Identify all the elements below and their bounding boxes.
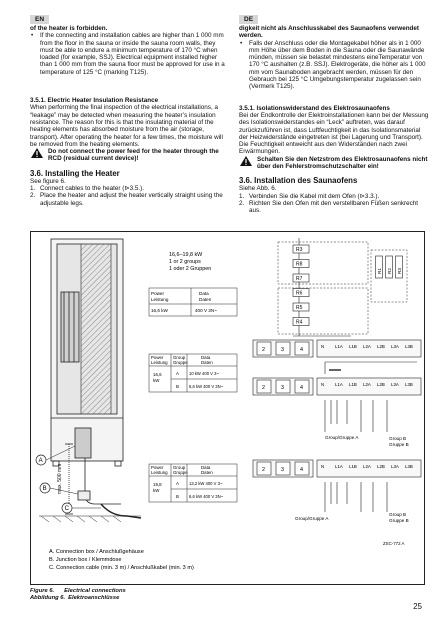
connector-label-l1a: L1A xyxy=(335,464,343,469)
side-resistor-label: R3 xyxy=(396,268,402,274)
svg-text:Leistung: Leistung xyxy=(151,297,169,302)
svg-text:Group: Group xyxy=(173,465,186,470)
svg-text:16,6: 16,6 xyxy=(153,372,162,377)
en-step-2: 2. Place the heater and adjust the heater vertically straight using the adjustable legs. xyxy=(30,192,223,207)
de-step-2: 2. Richten Sie den Ofen mit den verstellbaren Füßen senkrecht aus. xyxy=(239,199,419,215)
figure-caption xyxy=(30,588,126,602)
legend-a: A. Connection box / Anschlußgehäuse xyxy=(49,549,144,555)
connector-label-l2b: L2B xyxy=(377,344,385,349)
group-b-label-2-en: Group B xyxy=(389,512,407,517)
en-heading-36: 3.6. Installing the Heater xyxy=(30,168,120,178)
spec-groups-de: 1 oder 2 Gruppen xyxy=(169,266,212,272)
legend-c: C. Connection cable (min. 3 m) / Anschlußkabel (min. 3 m) xyxy=(49,565,194,571)
de-bullet: • Falls der Anschluss oder die Montagekabel höher als in 1 000 mm Höhe über dem Boden in die Sauna oder die Saunawände münden, müssen sie belastet mindestens eineTemperatur von 170 °C aushalten (z.B. SSJ). Elektrogeräte, die höher als 1 000 mm vom Saunaboden angebracht werden, müssen für den Gebrauch bei 125 °C Umgebungstemperatur zugelassen sein (Vermerk T125). xyxy=(239,40,429,91)
svg-text:A: A xyxy=(176,481,179,486)
de-see-figure: Siehe Abb. 6. xyxy=(239,185,277,193)
svg-text:Data: Data xyxy=(201,465,211,470)
resistor-label: R7 xyxy=(296,276,303,283)
table-16-6-single xyxy=(149,288,237,316)
connector-label-n: N xyxy=(321,382,325,387)
connector-label-l1a: L1A xyxy=(335,344,343,349)
de-heading-351: 3.5.1. Isolationswiderstand des Elektrosaunaofens xyxy=(239,104,390,112)
terminal-number: 4 xyxy=(300,385,303,391)
wiring-diagram xyxy=(31,232,424,584)
spec-power: 16,6–19,8 kW xyxy=(169,252,203,258)
connector-label-l1a: L1A xyxy=(335,382,343,387)
caption-de-text: Elektroanschlüsse xyxy=(68,595,120,601)
svg-text:Daten: Daten xyxy=(199,297,212,302)
table-19-8-two-groups xyxy=(149,464,237,502)
svg-text:Data: Data xyxy=(199,291,209,296)
resistor-label: R4 xyxy=(296,319,303,326)
svg-text:Daten: Daten xyxy=(201,360,213,365)
side-resistor-label: R2 xyxy=(386,268,392,274)
marker-b: B xyxy=(42,486,47,493)
de-paragraph-351: Bei der Endkontrolle der Elektroinstallationen kann bei der Messung des Isolationswiderstandes ein “Leck” auftreten, was darauf zurückzuführen ist, dass Luftfeuchtigkeit in das Isolationsmaterial der Heizwiderstände eingetreten ist (bei Lagerung und Transport). Die Feuchtigkeit entweicht aus den Widerständen nach zwei Erwärmungen. xyxy=(239,111,429,156)
connector-label-l2b: L2B xyxy=(377,382,385,387)
svg-text:13,2 kW 400 V 3~: 13,2 kW 400 V 3~ xyxy=(189,481,223,486)
warning-icon xyxy=(31,148,43,158)
max-height-label: max. 500 mm xyxy=(57,463,63,494)
connector-label-l1b: L1B xyxy=(349,464,357,469)
warning-icon xyxy=(240,156,252,166)
group-b-label-1-en: Group B xyxy=(389,436,407,441)
page-number: 25 xyxy=(413,602,422,611)
connector-label-l3a: L3A xyxy=(391,382,399,387)
svg-text:Power: Power xyxy=(151,355,164,360)
resistor-label: R8 xyxy=(296,261,303,268)
svg-text:10 kW 400 V 3~: 10 kW 400 V 3~ xyxy=(189,371,219,376)
svg-text:kW: kW xyxy=(153,488,160,493)
connector-label-l2a: L2A xyxy=(363,464,371,469)
legend-b: B. Junction box / Klemmdose xyxy=(49,557,122,563)
group-a-label-1: Group/Gruppe A xyxy=(325,435,359,440)
column-en xyxy=(30,25,226,207)
svg-text:6,6 kW 400 V 3N~: 6,6 kW 400 V 3N~ xyxy=(189,384,224,389)
terminal-number: 3 xyxy=(281,385,284,391)
figure-electrical-connections xyxy=(30,231,425,585)
connector-label-l3b: L3B xyxy=(405,382,413,387)
svg-text:16,6 kW: 16,6 kW xyxy=(151,308,168,313)
svg-text:6,6 kW 400 V 3N~: 6,6 kW 400 V 3N~ xyxy=(189,494,224,499)
en-see-figure: See figure 6. xyxy=(30,177,66,185)
svg-text:B: B xyxy=(176,494,179,499)
terminal-number: 3 xyxy=(281,467,284,473)
resistor-label: R5 xyxy=(296,305,303,312)
svg-text:Leistung: Leistung xyxy=(151,360,168,365)
connector-label-l2a: L2A xyxy=(363,344,371,349)
svg-text:Data: Data xyxy=(201,355,211,360)
group-b-label-1-de: Gruppe B xyxy=(389,442,409,447)
lang-tag-de: DE xyxy=(239,15,258,24)
svg-text:19,8: 19,8 xyxy=(153,482,162,487)
connector-label-l3a: L3A xyxy=(391,464,399,469)
figure-legend xyxy=(49,549,194,571)
connector-label-n: N xyxy=(321,464,325,469)
terminal-number: 4 xyxy=(300,347,303,353)
connector-label-l1b: L1B xyxy=(349,382,357,387)
en-intro: of the heater is forbidden. xyxy=(30,25,108,32)
de-intro: digkeit nicht als Anschlusskabel des Saunaofens verwendet werden. xyxy=(239,25,419,40)
de-warning xyxy=(239,156,429,171)
en-warning-text: Do not connect the power feed for the heater through the RCD (residual current device)! xyxy=(48,148,219,163)
svg-text:Leistung: Leistung xyxy=(151,470,168,475)
connector-label-l2b: L2B xyxy=(377,464,385,469)
svg-text:Power: Power xyxy=(151,291,165,296)
terminal-number: 4 xyxy=(300,467,303,473)
svg-text:B: B xyxy=(176,384,179,389)
lang-tag-en: EN xyxy=(30,15,49,24)
caption-en-number: Figure 6. xyxy=(30,588,55,594)
marker-c: C xyxy=(64,506,69,513)
svg-text:Gruppe: Gruppe xyxy=(173,470,188,475)
connector-label-l3a: L3A xyxy=(391,344,399,349)
connector-label-l3b: L3B xyxy=(405,464,413,469)
terminal-number: 2 xyxy=(262,385,265,391)
de-step-1: 1. Verbinden Sie die Kabel mit dem Ofen (⊳3.3.). xyxy=(239,192,380,200)
terminal-number: 2 xyxy=(262,467,265,473)
side-resistor-label: R1 xyxy=(376,268,382,274)
svg-text:Power: Power xyxy=(151,465,164,470)
connector-label-l3b: L3B xyxy=(405,344,413,349)
caption-de-number: Abbildung 6. xyxy=(30,595,66,601)
spec-groups-en: 1 or 2 groups xyxy=(169,259,201,265)
caption-en-text: Electrical connections xyxy=(64,588,126,594)
resistor-label: R3 xyxy=(296,247,303,254)
en-heading-351: 3.5.1. Electric Heater Insulation Resistance xyxy=(30,97,159,105)
svg-text:400 V 3N~: 400 V 3N~ xyxy=(195,308,217,313)
en-warning xyxy=(30,148,226,163)
marker-a: A xyxy=(38,458,43,465)
table-16-6-two-groups xyxy=(149,354,237,392)
column-de xyxy=(239,25,429,215)
group-a-label-2: Group/Gruppe A xyxy=(295,516,329,521)
svg-text:Group: Group xyxy=(173,355,186,360)
en-step-1: 1. Connect cables to the heater (⊳3.5.). xyxy=(30,185,144,193)
group-b-label-2-de: Gruppe B xyxy=(389,518,409,523)
svg-text:Daten: Daten xyxy=(201,470,213,475)
terminal-number: 3 xyxy=(281,347,284,353)
svg-text:kW: kW xyxy=(153,378,160,383)
drawing-code: ZSC-772 A xyxy=(383,541,405,546)
svg-text:Gruppe: Gruppe xyxy=(173,360,188,365)
terminal-number: 2 xyxy=(262,347,265,353)
connector-label-l1b: L1B xyxy=(349,344,357,349)
en-paragraph-351: When performing the final inspection of the electrical installations, a “leakage” may be detected when measuring the heater’s insulation resistance. The reason for this is that the insulating material of the heating elements has absorbed moisture from the air (storage, transport). After operating the heater for a few times, the moisture will be removed from the heating elements. xyxy=(30,104,223,148)
svg-text:A: A xyxy=(176,371,179,376)
connector-label-n: N xyxy=(321,344,325,349)
connector-label-l2a: L2A xyxy=(363,382,371,387)
de-heading-36: 3.6. Installation des Saunaofens xyxy=(239,176,358,186)
en-bullet: • If the connecting and installation cables are higher than 1 000 mm from the floor in the sauna or inside the sauna room walls, they must be able to endure a minimum temperature of 170 °C when loaded (for example, SSJ). Electrical equipment installed higher than 1 000 mm from the sauna floor must be approved for use in a temperature of 125 °C (marking T125). xyxy=(30,32,226,76)
resistor-label: R6 xyxy=(296,290,303,297)
de-warning-text: Schalten Sie den Netzstrom des Elektrosaunaofens nicht über den Fehlerstromschutzschalter ein! xyxy=(257,155,428,171)
